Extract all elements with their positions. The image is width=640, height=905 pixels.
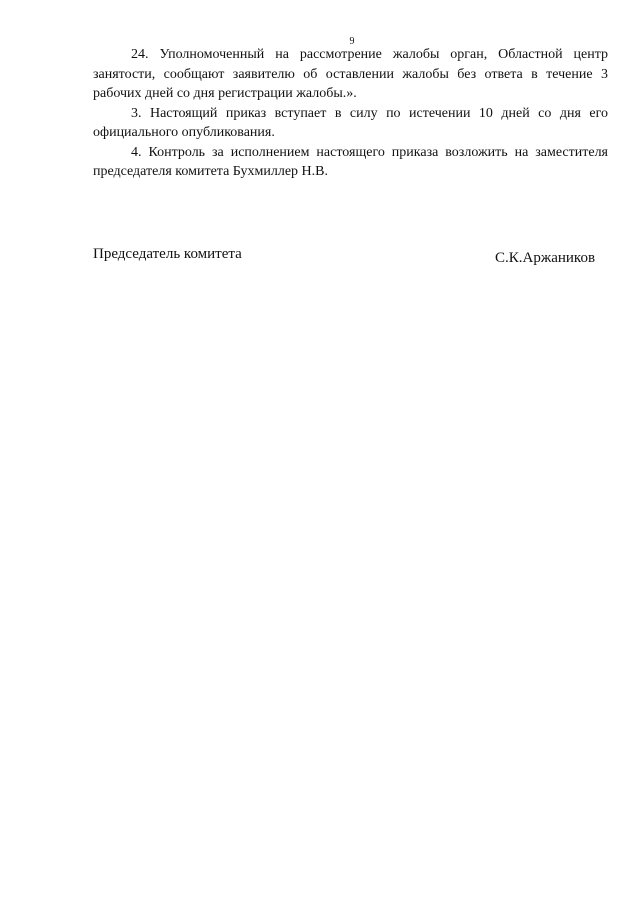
signature-title: Председатель комитета xyxy=(93,246,242,262)
paragraph-3: 3. Настоящий приказ вступает в силу по истечении 10 дней со дня его официального опубликования. xyxy=(93,105,608,140)
signature-name: С.К.Аржаников xyxy=(495,250,596,266)
document-body xyxy=(93,45,608,182)
paragraph-24: 24. Уполномоченный на рассмотрение жалобы орган, Областной центр занятости, сообщают заявителю об оставлении жалобы без ответа в течение 3 рабочих дней со дня регистрации жалобы.». xyxy=(93,47,608,101)
page-number: 9 xyxy=(349,36,355,47)
paragraph-4: 4. Контроль за исполнением настоящего приказа возложить на заместителя председателя комитета Бухмиллер Н.В. xyxy=(93,144,608,179)
